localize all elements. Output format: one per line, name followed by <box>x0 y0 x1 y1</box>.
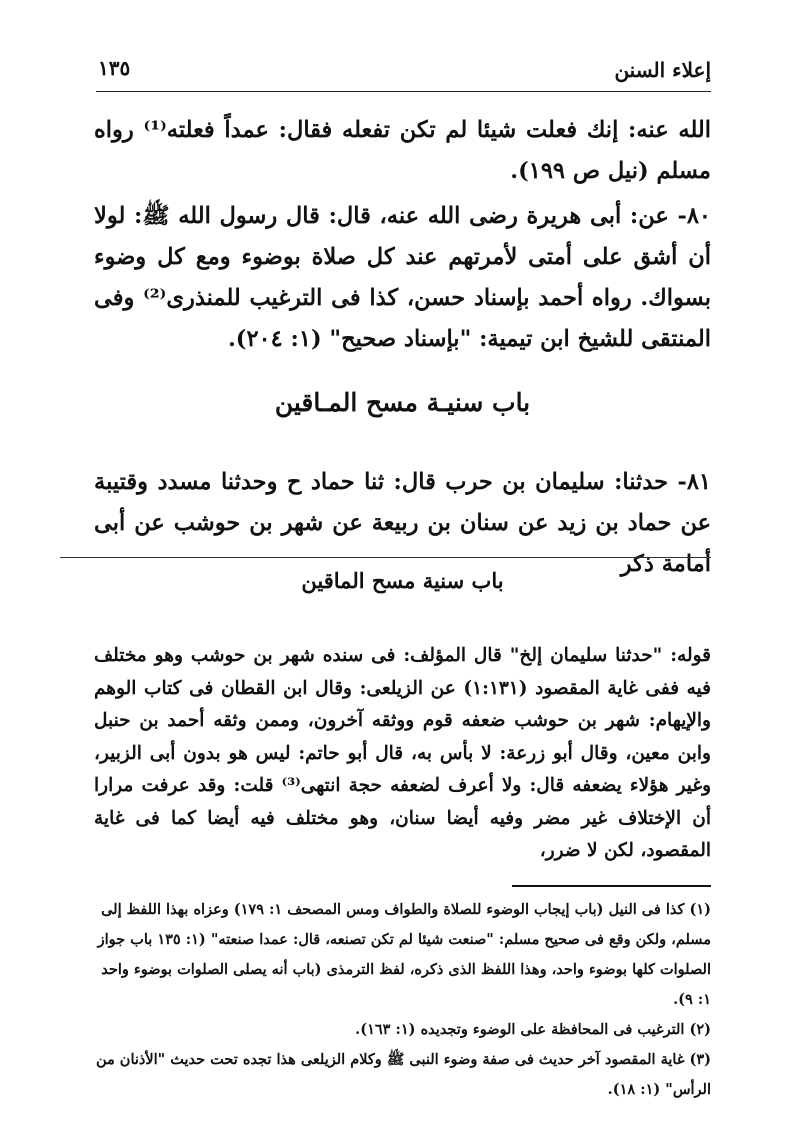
footnote-2: (٢) الترغيب فى المحافظة على الوضوء وتجديده (١: ١٦٣). <box>355 1021 711 1038</box>
running-header-title: إعلاء السنن <box>614 58 711 82</box>
commentary <box>94 640 711 868</box>
section-divider <box>60 557 711 558</box>
paragraph-text: ٨٠- عن: أبى هريرة رضى الله عنه، قال: قال رسول الله ﷺ: لولا أن أشق على أمتى لأمرتهم عند كل صلاة بوضوء ومع كل وضوء بسواك. رواه أحمد بإسناد حسن، كذا فى الترغيب للمنذرى⁽²⁾ وفى المنتقى للشيخ ابن تيمية: "بإسناد صحيح" (١: ٢٠٤). <box>94 203 711 352</box>
commentary-text: قوله: "حدثنا سليمان إلخ" قال المؤلف: فى سنده شهر بن حوشب وهو مختلف فيه ففى غاية المقصود (١:١٣١) عن الزيلعى: وقال ابن القطان فى كتاب الوهم والإيهام: شهر بن حوشب ضعفه قوم ووثقه آخرون، وممن وثقه أحمد بن حنبل وابن معين، وقال أبو زرعة: لا بأس به، قال أبو حاتم: ليس هو بدون أبى الزبير، وغير هؤلاء يضعفه قال: ولا أعرف لضعفه حجة انتهى⁽³⁾ قلت: وقد عرفت مرارا أن الإختلاف غير مضر وفيه أيضا سنان، وهو مختلف فيه أيضا كما فى غاية المقصود، لكن لا ضرر، <box>94 645 712 861</box>
page-number: ١٣٥ <box>98 56 131 80</box>
commentary-heading: باب سنية مسح الماقين <box>301 568 504 593</box>
hadith-80 <box>94 196 711 360</box>
footnote-1: (١) كذا فى النيل (باب إيجاب الوضوء للصلاة والطواف ومس المصحف ١: ١٧٩) وعزاه بهذا اللفظ إلى مسلم، ولكن وقع فى صحيح مسلم: "صنعت شيئا لم تكن تصنعه، قال: عمدا صنعته" (١: ١٣٥ باب جواز الصلوات كلها بوضوء واحد، وهذا اللفظ الذى ذكره، لفظ الترمذى (باب أنه يصلى الصلوات بوضوء واحد ١: ٩). <box>97 901 711 1008</box>
paragraph-text: ٨١- حدثنا: سليمان بن حرب قال: ثنا حماد ح وحدثنا مسدد وقتيبة عن حماد بن زيد عن سنان بن ربيعة عن شهر بن حوشب عن أبى أمامة ذكر <box>94 469 711 577</box>
footnotes <box>94 895 711 1105</box>
header-divider <box>96 91 711 92</box>
hadith-81 <box>94 462 711 585</box>
paragraph-text: الله عنه: إنك فعلت شيئا لم تكن تفعله فقال: عمداً فعلته⁽¹⁾ رواه مسلم (نيل ص ١٩٩). <box>94 117 711 184</box>
footnote-3: (٣) غاية المقصود آخر حديث فى صفة وضوء النبى ﷺ وكلام الزيلعى هذا تجده تحت حديث "الأذنان من الرأس" (١: ١٨). <box>95 1051 711 1098</box>
footnote-divider <box>512 885 711 887</box>
section-heading: باب سنيـة مسح المـاقين <box>274 388 531 417</box>
paragraph-continuation <box>94 110 711 192</box>
